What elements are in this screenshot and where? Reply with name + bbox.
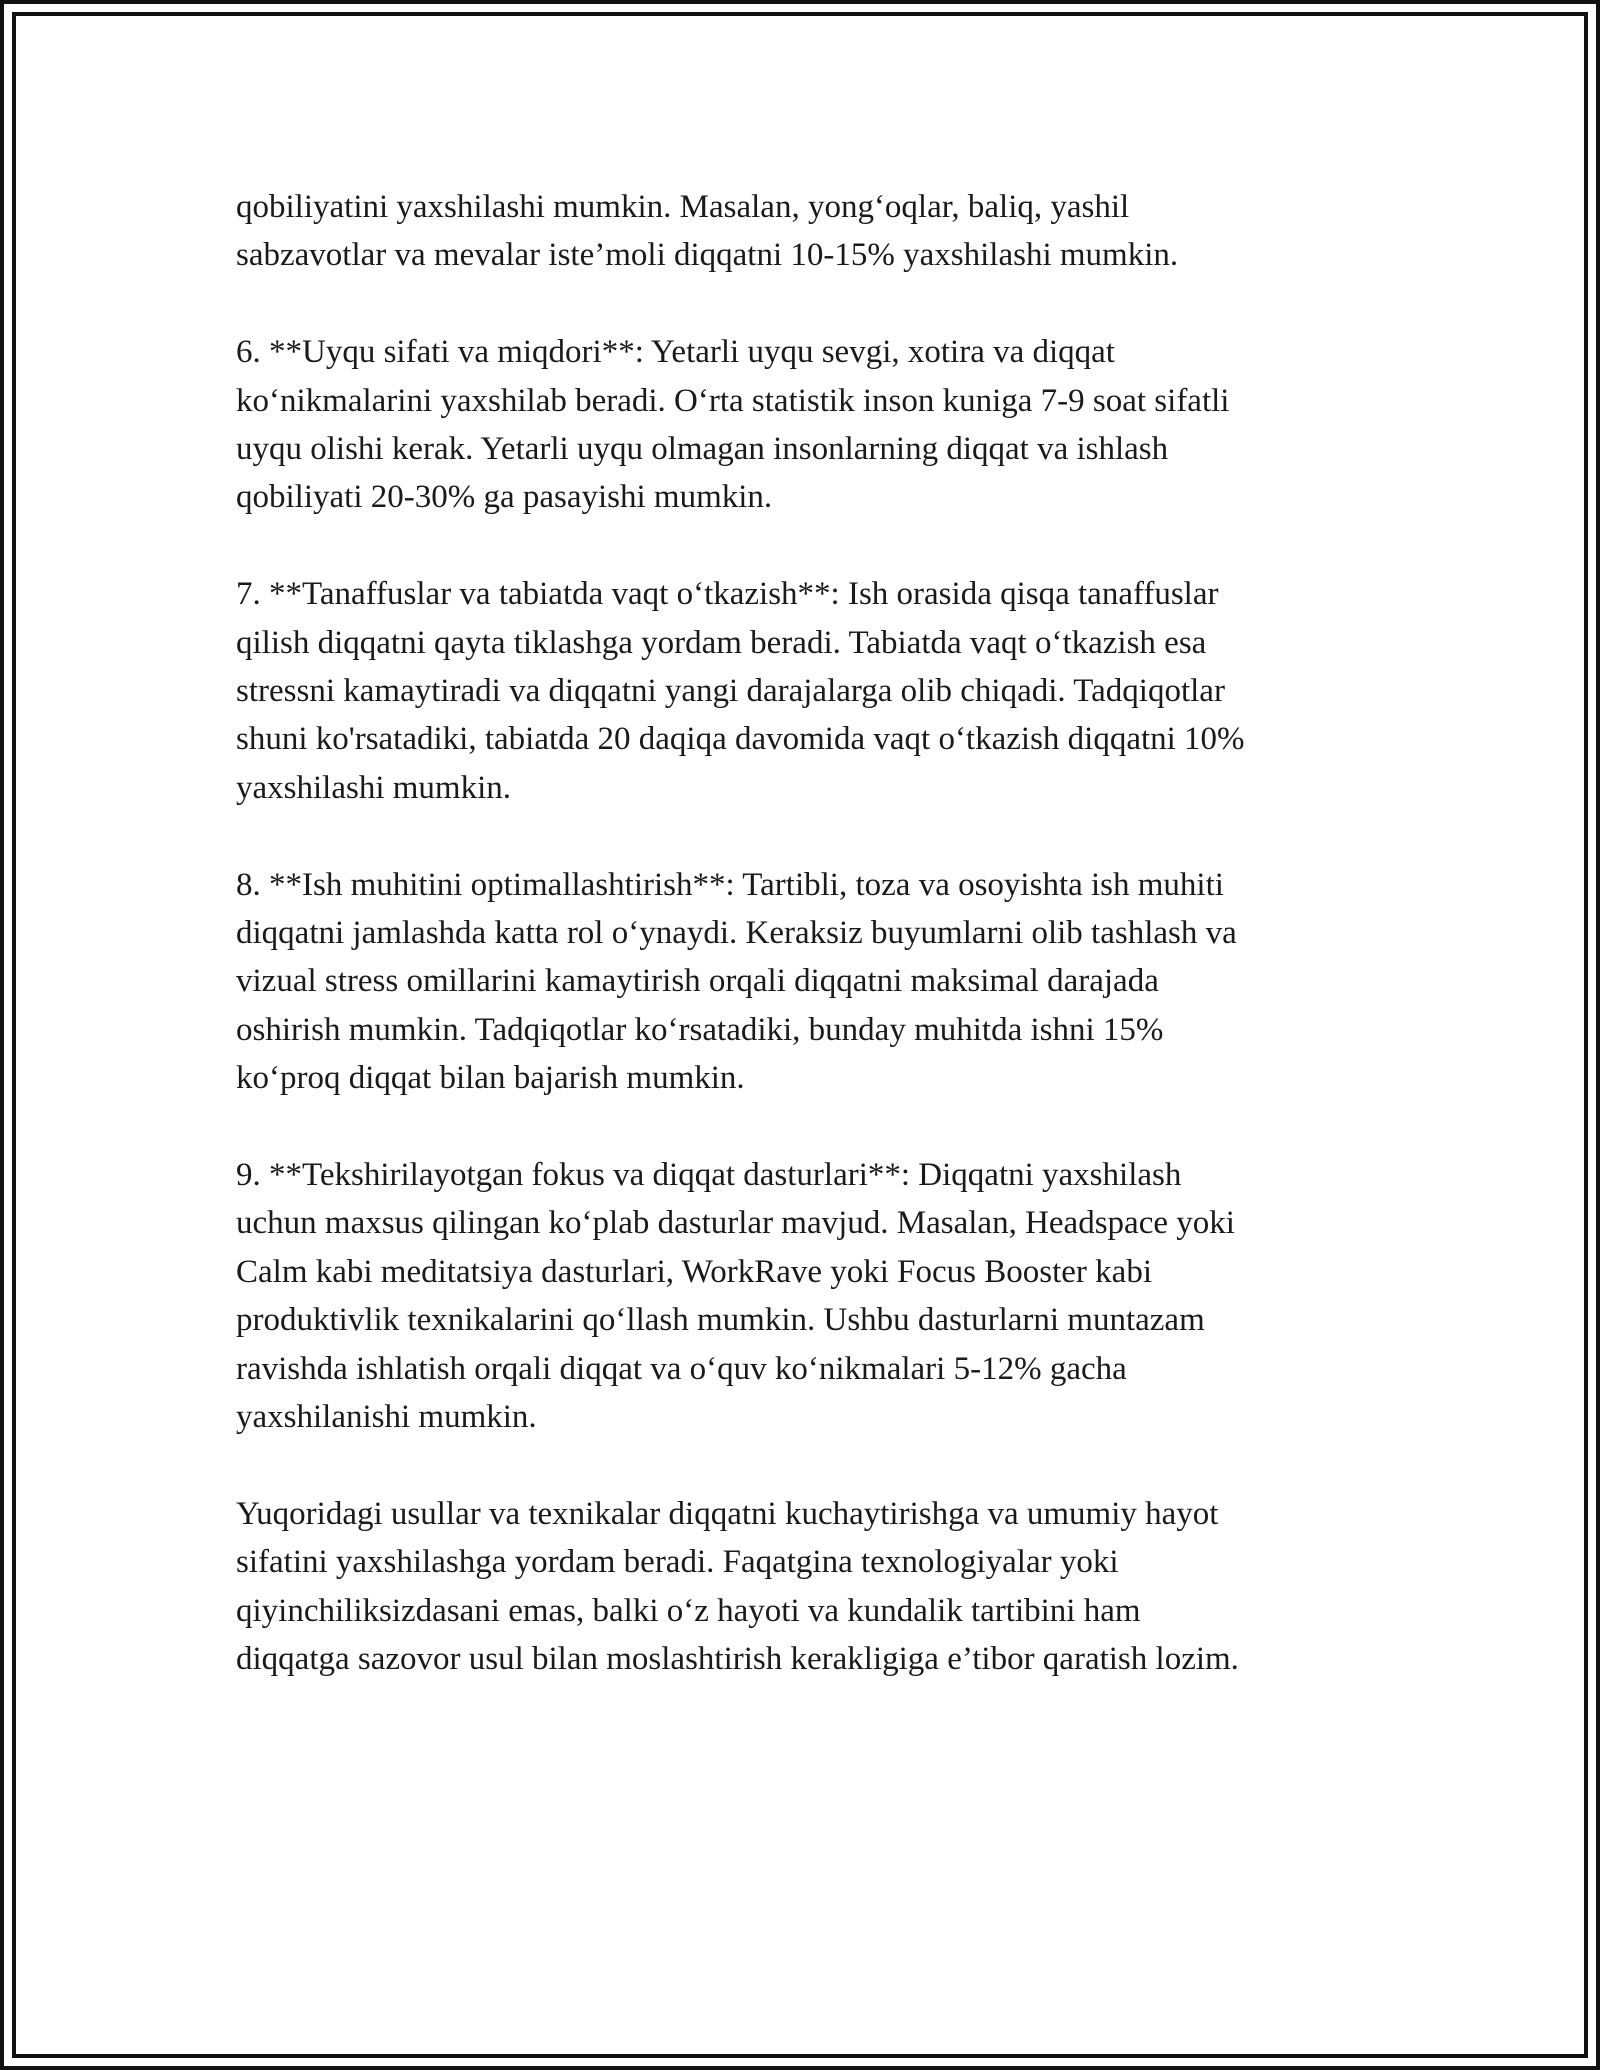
text-line: qiyinchiliksizdasani emas, balki o‘z hayoti va kundalik tartibini ham <box>236 1592 1141 1629</box>
text-line: Yuqoridagi usullar va texnikalar diqqatni kuchaytirishga va umumiy hayot <box>236 1495 1219 1532</box>
text-line: sabzavotlar va mevalar iste’moli diqqatni 10-15% yaxshilashi mumkin. <box>236 237 1179 274</box>
text-line: produktivlik texnikalarini qo‘llash mumkin. Ushbu dasturlarni muntazam <box>236 1302 1205 1339</box>
text-line: Calm kabi meditatsiya dasturlari, WorkRave yoki Focus Booster kabi <box>236 1253 1152 1290</box>
text-line: qobiliyati 20-30% ga pasayishi mumkin. <box>236 479 773 516</box>
text-line: 7. **Tanaffuslar va tabiatda vaqt o‘tkazish**: Ish orasida qisqa tanaffuslar <box>236 576 1219 613</box>
paragraph-conclusion <box>236 1490 1386 1684</box>
text-line: yaxshilashi mumkin. <box>236 769 511 806</box>
paragraph-item-8 <box>236 861 1386 1103</box>
text-line: qilish diqqatni qayta tiklashga yordam beradi. Tabiatda vaqt o‘tkazish esa <box>236 624 1207 661</box>
paragraph-item-7 <box>236 570 1386 812</box>
text-line: qobiliyatini yaxshilashi mumkin. Masalan, yong‘oqlar, baliq, yashil <box>236 189 1130 225</box>
text-line: uchun maxsus qilingan ko‘plab dasturlar mavjud. Masalan, Headspace yoki <box>236 1205 1235 1242</box>
text-line: 6. **Uyqu sifati va miqdori**: Yetarli uyqu sevgi, xotira va diqqat <box>236 334 1115 371</box>
text-line: diqqatga sazovor usul bilan moslashtirish kerakligiga e’tibor qaratish lozim. <box>236 1641 1239 1678</box>
text-line: vizual stress omillarini kamaytirish orqali diqqatni maksimal darajada <box>236 963 1159 1000</box>
text-line: ko‘nikmalarini yaxshilab beradi. O‘rta statistik inson kuniga 7-9 soat sifatli <box>236 382 1230 419</box>
text-line: 8. **Ish muhitini optimallashtirish**: Tartibli, toza va osoyishta ish muhiti <box>236 866 1224 903</box>
text-line: ravishda ishlatish orqali diqqat va o‘quv ko‘nikmalari 5-12% gacha <box>236 1350 1127 1387</box>
text-line: diqqatni jamlashda katta rol o‘ynaydi. Keraksiz buyumlarni olib tashlash va <box>236 915 1237 952</box>
text-line: sifatini yaxshilashga yordam beradi. Faqatgina texnologiyalar yoki <box>236 1544 1119 1581</box>
text-line: 9. **Tekshirilayotgan fokus va diqqat dasturlari**: Diqqatni yaxshilash <box>236 1157 1182 1194</box>
text-line: stressni kamaytiradi va diqqatni yangi darajalarga olib chiqadi. Tadqiqotlar <box>236 673 1225 710</box>
text-line: uyqu olishi kerak. Yetarli uyqu olmagan insonlarning diqqat va ishlash <box>236 431 1169 468</box>
document-body <box>236 183 1386 1684</box>
text-line: ko‘proq diqqat bilan bajarish mumkin. <box>236 1060 745 1097</box>
paragraph-item-9 <box>236 1151 1386 1441</box>
text-line: shuni ko'rsatadiki, tabiatda 20 daqiqa davomida vaqt o‘tkazish diqqatni 10% <box>236 721 1245 758</box>
paragraph-item-6 <box>236 328 1386 522</box>
text-line: oshirish mumkin. Tadqiqotlar ko‘rsatadiki, bunday muhitda ishni 15% <box>236 1011 1164 1048</box>
text-line: yaxshilanishi mumkin. <box>236 1399 537 1436</box>
paragraph-intro-fragment <box>236 183 1386 280</box>
